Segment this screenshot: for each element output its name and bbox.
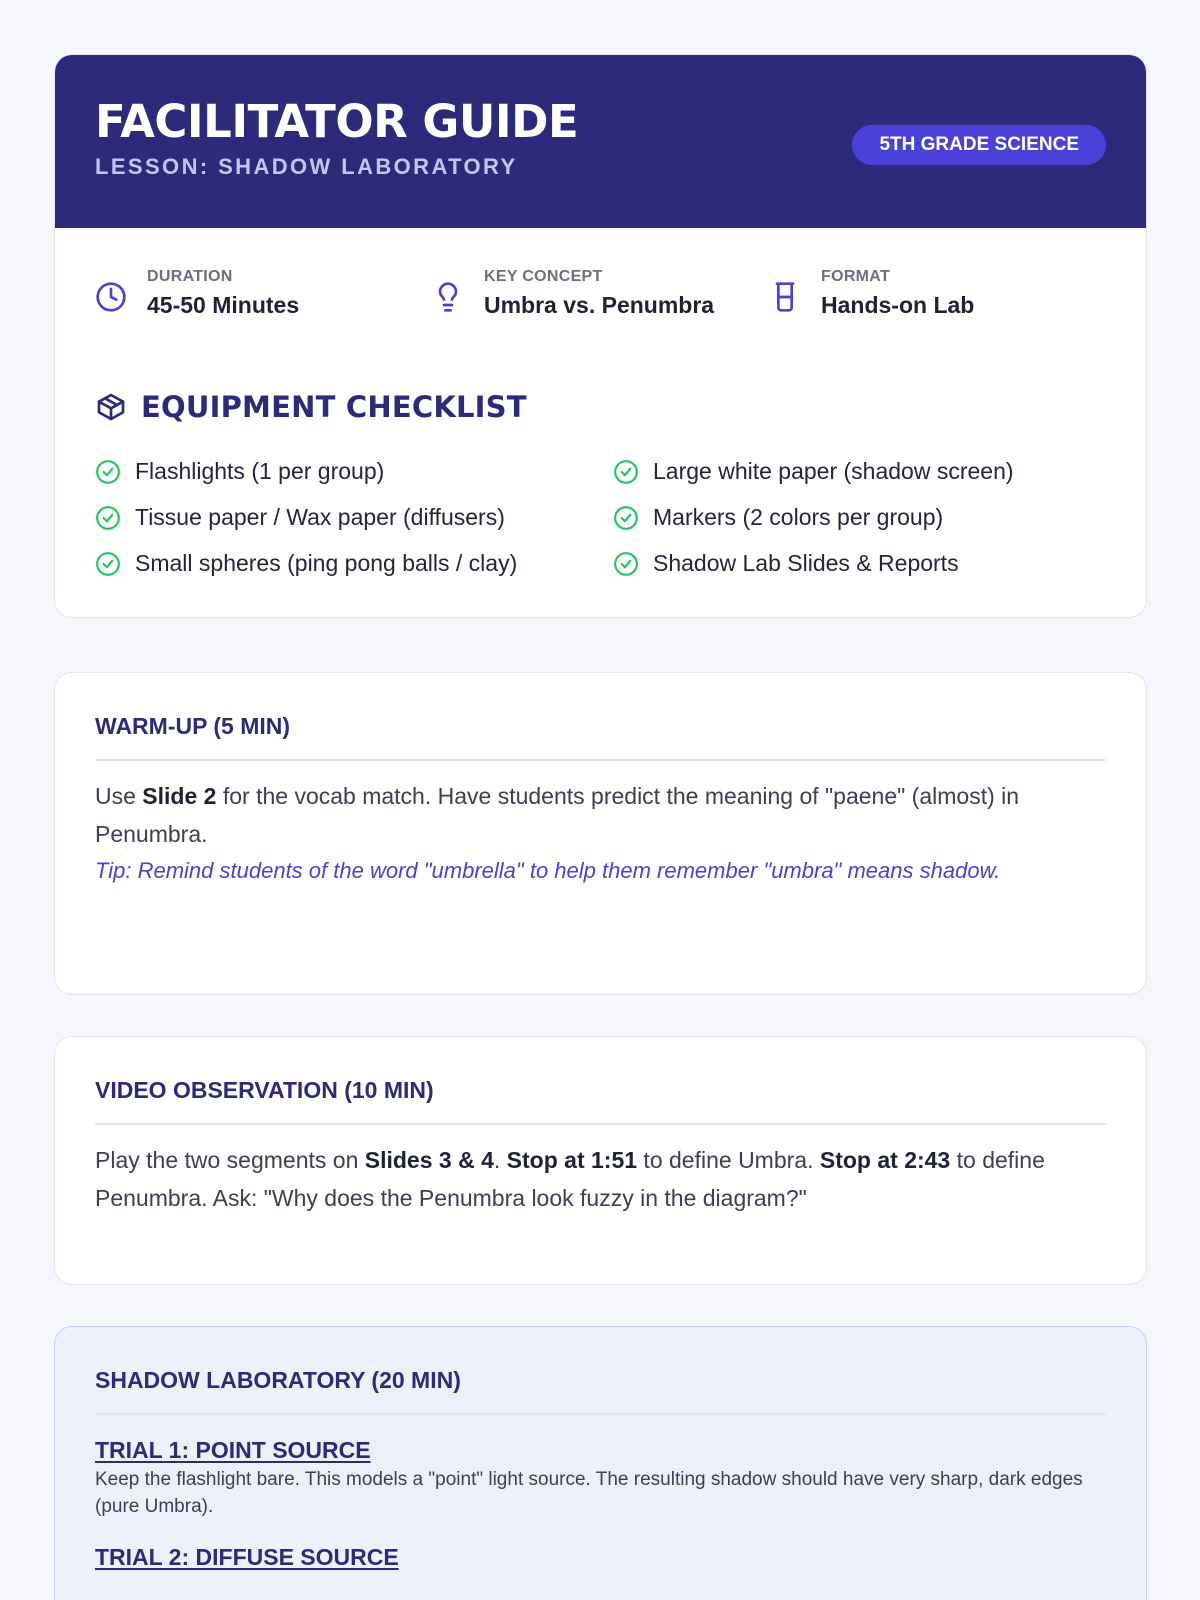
list-item [95, 458, 613, 485]
beaker-icon [769, 281, 801, 313]
body-text: . [493, 1147, 507, 1173]
equipment-checklist [55, 362, 1146, 617]
check-circle-icon [95, 459, 121, 485]
list-item-label: Shadow Lab Slides & Reports [653, 550, 959, 576]
trial-title: TRIAL 1: POINT SOURCE [95, 1437, 371, 1463]
check-circle-icon [95, 551, 121, 577]
guide-overview-card [54, 54, 1147, 618]
meta-duration [95, 268, 432, 362]
video-title: VIDEO OBSERVATION (10 MIN) [95, 1077, 1106, 1125]
shadow-lab-card [54, 1326, 1147, 1600]
meta-value: Hands-on Lab [821, 292, 975, 318]
grade-badge: 5TH GRADE SCIENCE [852, 125, 1106, 165]
equipment-heading [95, 390, 1106, 424]
equipment-heading-text: EQUIPMENT CHECKLIST [141, 390, 527, 424]
body-text: to define Umbra. [637, 1147, 820, 1173]
meta-value: Umbra vs. Penumbra [484, 292, 715, 318]
warmup-body [95, 777, 1106, 853]
check-circle-icon [613, 459, 639, 485]
meta-format [769, 268, 1106, 362]
meta-value: 45-50 Minutes [147, 292, 300, 318]
list-item-label: Large white paper (shadow screen) [653, 458, 1014, 484]
page-title: FACILITATOR GUIDE [95, 95, 579, 148]
header-banner [55, 55, 1146, 228]
list-item [613, 504, 1083, 531]
meta-label: FORMAT [821, 268, 891, 285]
lesson-subtitle: LESSON: SHADOW LABORATORY [95, 154, 518, 179]
list-item [613, 550, 1083, 577]
meta-key-concept [432, 268, 769, 362]
body-text: Play the two segments on [95, 1147, 365, 1173]
body-text: Use [95, 783, 143, 809]
meta-label: KEY CONCEPT [484, 268, 603, 285]
lab-title: SHADOW LABORATORY (20 MIN) [95, 1367, 1106, 1415]
package-icon [95, 391, 127, 423]
warmup-tip: Tip: Remind students of the word "umbrella" to help them remember "umbra" means shadow. [95, 858, 1001, 883]
video-observation-card [54, 1036, 1147, 1285]
list-item-label: Markers (2 colors per group) [653, 504, 944, 530]
equipment-list [95, 458, 1106, 577]
check-circle-icon [613, 505, 639, 531]
lesson-meta-row [55, 228, 1146, 362]
body-text: to define Penumbra. Ask: "Why does the Penumbra look fuzzy in the diagram?" [95, 1147, 1045, 1211]
clock-icon [95, 281, 127, 313]
check-circle-icon [613, 551, 639, 577]
warmup-card [54, 672, 1147, 995]
warmup-title: WARM-UP (5 MIN) [95, 713, 1106, 761]
slide-reference: Slides 3 & 4 [364, 1147, 494, 1173]
trial-description: Keep the flashlight bare. This models a "point" light source. The resulting shadow should have very sharp, dark edges (pure Umbra). [95, 1469, 1083, 1517]
timestamp: Stop at 2:43 [819, 1147, 951, 1173]
facilitator-guide-page [54, 54, 1147, 1600]
video-body [95, 1141, 1106, 1217]
list-item-label: Small spheres (ping pong balls / clay) [135, 550, 518, 576]
check-circle-icon [95, 505, 121, 531]
body-text: for the vocab match. Have students predict the meaning of "paene" (almost) in Penumbra. [95, 783, 1020, 847]
meta-label: DURATION [147, 268, 233, 285]
list-item [613, 458, 1083, 485]
list-item [95, 504, 613, 531]
slide-reference: Slide 2 [142, 783, 217, 809]
timestamp: Stop at 1:51 [506, 1147, 638, 1173]
list-item-label: Tissue paper / Wax paper (diffusers) [135, 504, 505, 530]
list-item-label: Flashlights (1 per group) [135, 458, 385, 484]
list-item [95, 550, 613, 577]
lightbulb-icon [432, 281, 464, 313]
trial-title: TRIAL 2: DIFFUSE SOURCE [95, 1544, 399, 1570]
